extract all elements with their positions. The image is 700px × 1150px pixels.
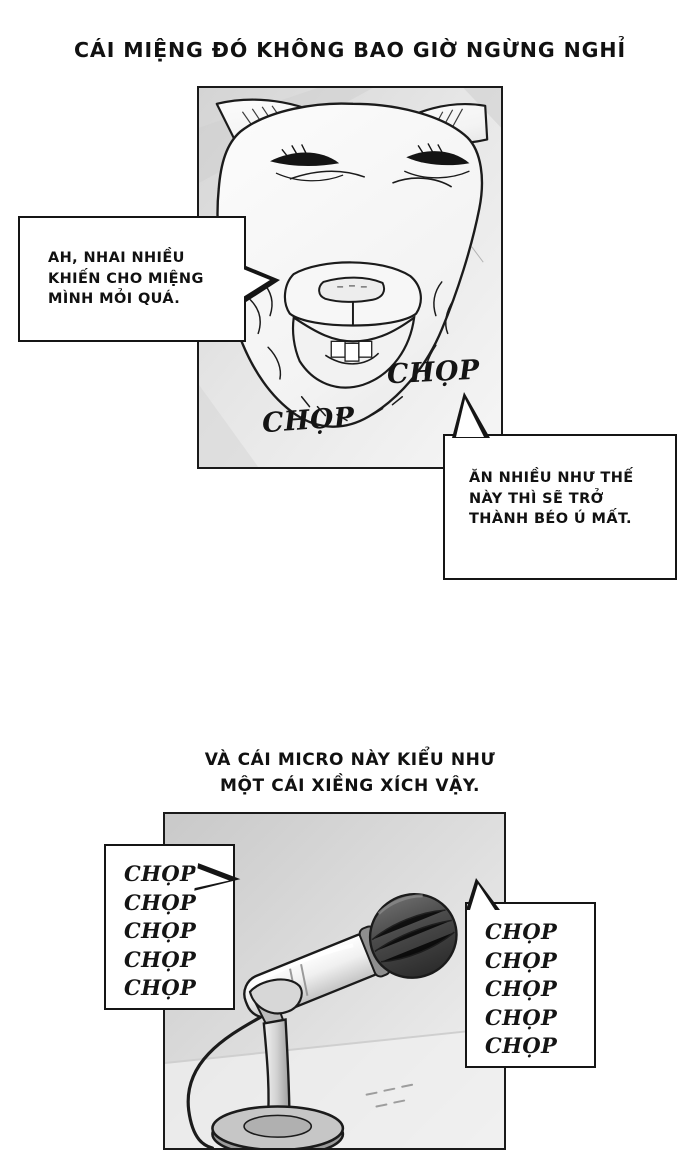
sfx-chop-upper-right: CHỌP	[386, 354, 481, 391]
balloon-line: THÀNH BÉO Ú MẤT.	[469, 511, 632, 528]
balloon-line: KHIẾN CHO MIỆNG	[48, 270, 204, 287]
sfx-line: CHỌP	[485, 947, 558, 973]
sfx-line: CHỌP	[485, 1004, 558, 1030]
balloon-thought-right	[443, 434, 677, 580]
sfx-line: CHỌP	[124, 946, 197, 972]
balloon-sfx-right	[465, 902, 596, 1068]
sfx-line: CHỌP	[124, 861, 197, 886]
sfx-line: CHỌP	[124, 889, 197, 915]
balloon-line: NÀY THÌ SẼ TRỞ	[469, 490, 604, 507]
sfx-line: CHỌP	[485, 1033, 558, 1059]
balloon-line: ĂN NHIỀU NHƯ THẾ	[469, 470, 634, 486]
balloon-line: AH, NHAI NHIỀU	[48, 250, 185, 266]
sfx-line: CHỌP	[124, 918, 197, 944]
panel-two-caption	[0, 748, 700, 799]
balloon-line: MÌNH MỎI QUÁ.	[48, 291, 181, 308]
sfx-line: CHỌP	[485, 976, 558, 1002]
balloon-tail-right-fill	[456, 399, 484, 437]
sfx-line: CHỌP	[124, 975, 197, 1001]
balloon-thought-left	[18, 216, 246, 342]
balloon-sfx-right-tail-fill	[470, 884, 495, 910]
caption-line: MỘT CÁI XIỀNG XÍCH VẬY.	[219, 775, 481, 796]
balloon-tail-left-fill	[243, 269, 270, 297]
sfx-chop-lower-left: CHỌP	[261, 401, 356, 440]
page-title: CÁI MIỆNG ĐÓ KHÔNG BAO GIỜ NGỪNG NGHỈ	[73, 38, 626, 62]
sfx-line: CHỌP	[485, 919, 558, 944]
caption-line: VÀ CÁI MICRO NÀY KIỂU NHƯ	[204, 750, 496, 770]
